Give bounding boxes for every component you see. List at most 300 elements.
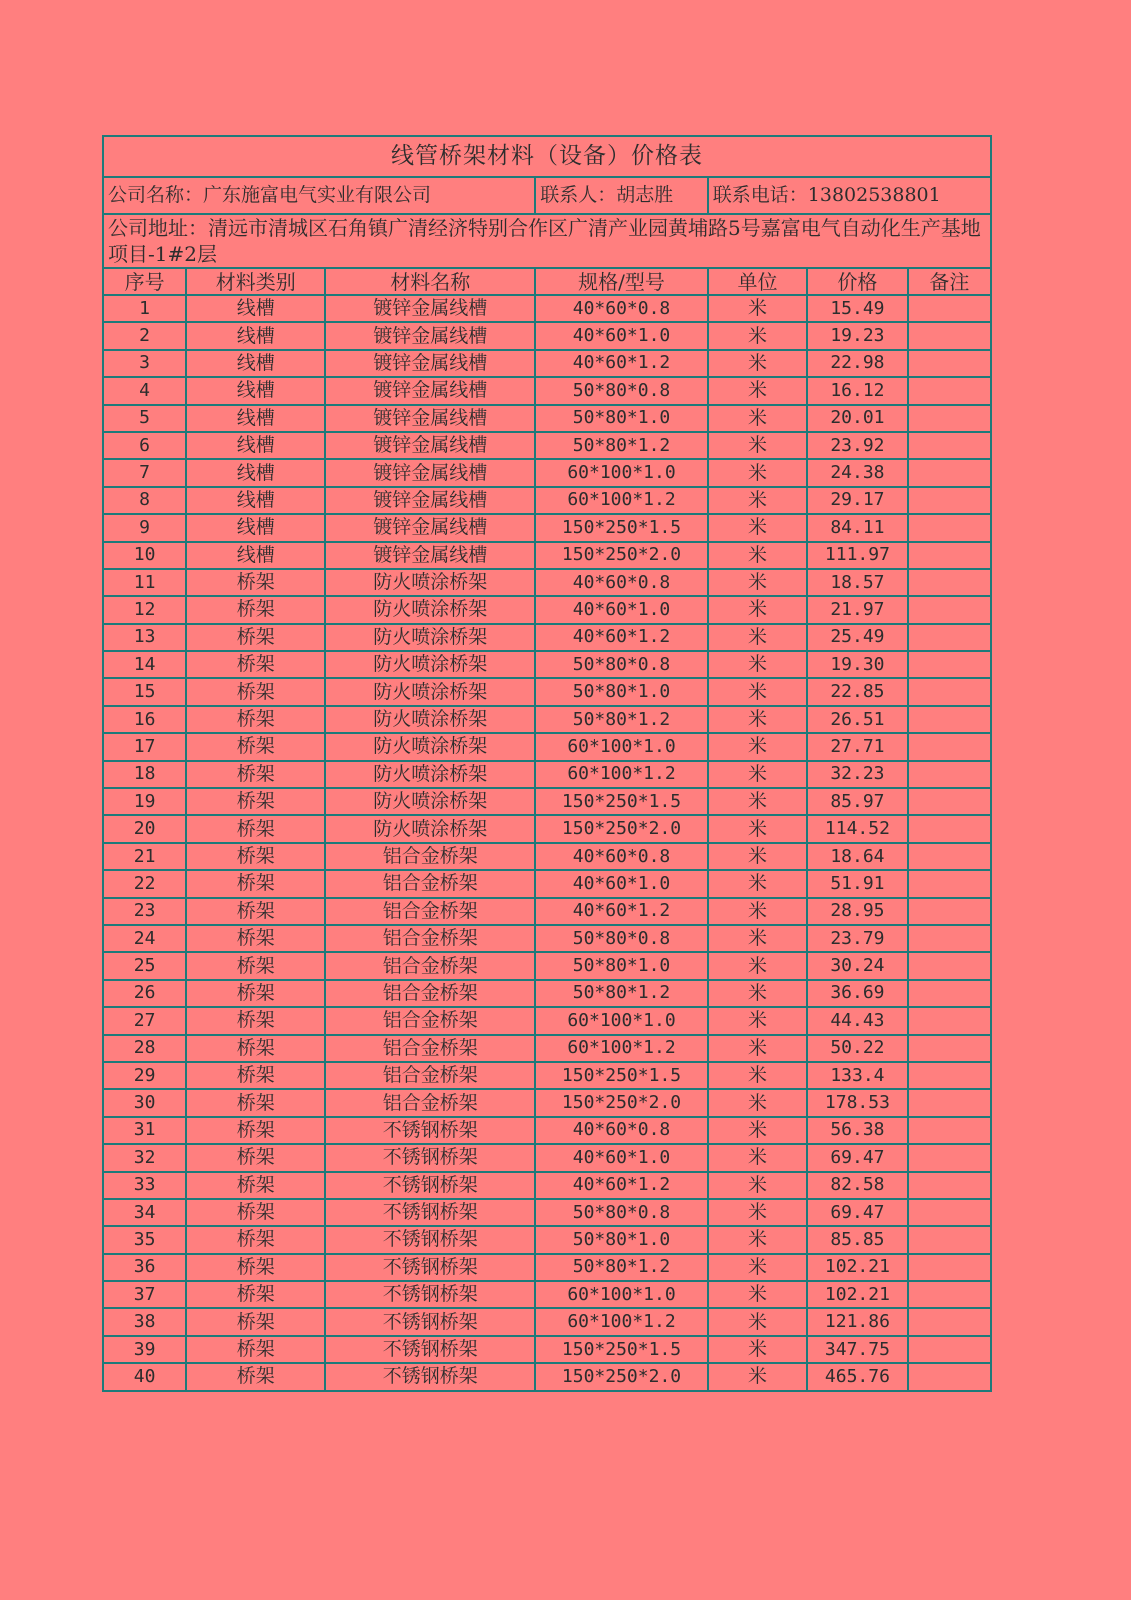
row-material: 不锈钢桥架 [325,1254,535,1281]
row-category: 桥架 [186,788,325,815]
row-category: 桥架 [186,925,325,952]
row-category: 线槽 [186,322,325,349]
row-price: 21.97 [807,596,907,623]
row-remark [908,405,991,432]
row-unit: 米 [708,952,807,979]
price-sheet [102,135,992,1392]
row-category: 桥架 [186,1117,325,1144]
row-category: 桥架 [186,843,325,870]
row-price: 26.51 [807,706,907,733]
row-remark [908,678,991,705]
row-material: 防火喷涂桥架 [325,788,535,815]
row-spec: 40*60*0.8 [535,843,708,870]
row-category: 线槽 [186,350,325,377]
table-row [103,733,991,760]
row-unit: 米 [708,1281,807,1308]
row-spec: 60*100*1.2 [535,1035,708,1062]
row-index: 1 [103,295,186,322]
row-material: 防火喷涂桥架 [325,624,535,651]
row-spec: 50*80*0.8 [535,1199,708,1226]
row-unit: 米 [708,322,807,349]
table-row [103,815,991,842]
row-unit: 米 [708,542,807,569]
row-price: 18.64 [807,843,907,870]
row-index: 23 [103,898,186,925]
row-category: 桥架 [186,569,325,596]
row-material: 镀锌金属线槽 [325,295,535,322]
row-spec: 40*60*1.2 [535,350,708,377]
row-index: 10 [103,542,186,569]
row-spec: 150*250*2.0 [535,815,708,842]
row-remark [908,1308,991,1335]
table-row [103,459,991,486]
row-remark [908,1254,991,1281]
row-material: 镀锌金属线槽 [325,514,535,541]
row-material: 不锈钢桥架 [325,1281,535,1308]
row-unit: 米 [708,487,807,514]
row-index: 22 [103,870,186,897]
row-index: 15 [103,678,186,705]
row-unit: 米 [708,1336,807,1363]
row-price: 69.47 [807,1199,907,1226]
row-price: 114.52 [807,815,907,842]
row-unit: 米 [708,1144,807,1171]
row-remark [908,651,991,678]
row-remark [908,377,991,404]
table-row [103,1172,991,1199]
row-category: 桥架 [186,1144,325,1171]
row-material: 镀锌金属线槽 [325,405,535,432]
row-index: 27 [103,1007,186,1034]
row-index: 32 [103,1144,186,1171]
row-remark [908,1144,991,1171]
row-unit: 米 [708,1089,807,1116]
row-material: 镀锌金属线槽 [325,322,535,349]
row-index: 6 [103,432,186,459]
table-row [103,1199,991,1226]
row-material: 不锈钢桥架 [325,1336,535,1363]
row-category: 桥架 [186,898,325,925]
row-price: 121.86 [807,1308,907,1335]
row-unit: 米 [708,1035,807,1062]
table-row [103,322,991,349]
col-header-unit: 单位 [708,268,807,295]
row-spec: 40*60*0.8 [535,569,708,596]
row-remark [908,1226,991,1253]
table-row [103,952,991,979]
row-spec: 60*100*1.2 [535,1308,708,1335]
contact-person: 联系人：胡志胜 [535,177,708,214]
row-material: 不锈钢桥架 [325,1117,535,1144]
row-remark [908,1007,991,1034]
row-material: 铝合金桥架 [325,870,535,897]
row-price: 347.75 [807,1336,907,1363]
row-remark [908,1117,991,1144]
row-category: 桥架 [186,980,325,1007]
row-material: 防火喷涂桥架 [325,651,535,678]
company-info-row [103,177,991,214]
row-unit: 米 [708,870,807,897]
row-remark [908,788,991,815]
row-unit: 米 [708,678,807,705]
row-remark [908,1199,991,1226]
row-price: 15.49 [807,295,907,322]
row-index: 12 [103,596,186,623]
row-category: 桥架 [186,1199,325,1226]
row-category: 桥架 [186,733,325,760]
row-category: 桥架 [186,1308,325,1335]
row-category: 桥架 [186,1254,325,1281]
col-header-material: 材料名称 [325,268,535,295]
row-unit: 米 [708,569,807,596]
row-price: 82.58 [807,1172,907,1199]
row-spec: 40*60*1.2 [535,624,708,651]
row-index: 14 [103,651,186,678]
row-price: 102.21 [807,1281,907,1308]
row-material: 铝合金桥架 [325,1062,535,1089]
row-remark [908,1363,991,1390]
company-address-row [103,214,991,268]
row-price: 102.21 [807,1254,907,1281]
row-price: 85.97 [807,788,907,815]
row-unit: 米 [708,377,807,404]
row-price: 27.71 [807,733,907,760]
row-unit: 米 [708,1254,807,1281]
row-index: 17 [103,733,186,760]
row-remark [908,980,991,1007]
row-remark [908,761,991,788]
row-material: 防火喷涂桥架 [325,678,535,705]
row-spec: 150*250*1.5 [535,788,708,815]
row-price: 19.23 [807,322,907,349]
row-category: 桥架 [186,706,325,733]
row-price: 22.85 [807,678,907,705]
table-row [103,432,991,459]
row-category: 桥架 [186,1062,325,1089]
row-unit: 米 [708,405,807,432]
table-row [103,761,991,788]
row-price: 20.01 [807,405,907,432]
row-spec: 40*60*1.0 [535,1144,708,1171]
row-price: 32.23 [807,761,907,788]
row-unit: 米 [708,459,807,486]
row-remark [908,1336,991,1363]
row-spec: 40*60*1.0 [535,596,708,623]
table-row [103,843,991,870]
row-unit: 米 [708,815,807,842]
row-remark [908,596,991,623]
row-index: 25 [103,952,186,979]
row-remark [908,514,991,541]
table-row [103,678,991,705]
row-index: 30 [103,1089,186,1116]
row-remark [908,542,991,569]
row-material: 铝合金桥架 [325,1089,535,1116]
row-index: 11 [103,569,186,596]
row-remark [908,733,991,760]
row-spec: 60*100*1.0 [535,733,708,760]
table-row [103,980,991,1007]
row-price: 28.95 [807,898,907,925]
row-spec: 40*60*1.0 [535,322,708,349]
row-price: 465.76 [807,1363,907,1390]
row-remark [908,952,991,979]
row-price: 23.79 [807,925,907,952]
row-remark [908,432,991,459]
row-spec: 60*100*1.0 [535,1007,708,1034]
row-spec: 40*60*1.2 [535,898,708,925]
row-index: 2 [103,322,186,349]
row-index: 26 [103,980,186,1007]
table-row [103,542,991,569]
row-unit: 米 [708,432,807,459]
row-category: 桥架 [186,761,325,788]
row-material: 防火喷涂桥架 [325,815,535,842]
row-unit: 米 [708,651,807,678]
row-spec: 150*250*2.0 [535,1363,708,1390]
row-price: 44.43 [807,1007,907,1034]
row-index: 28 [103,1035,186,1062]
row-unit: 米 [708,1007,807,1034]
table-row [103,1035,991,1062]
row-spec: 50*80*1.2 [535,432,708,459]
price-table [102,135,992,1392]
row-material: 镀锌金属线槽 [325,350,535,377]
row-material: 镀锌金属线槽 [325,542,535,569]
row-material: 镀锌金属线槽 [325,432,535,459]
row-spec: 50*80*0.8 [535,377,708,404]
row-category: 桥架 [186,952,325,979]
row-remark [908,1281,991,1308]
row-remark [908,815,991,842]
row-category: 桥架 [186,1172,325,1199]
col-header-index: 序号 [103,268,186,295]
row-unit: 米 [708,514,807,541]
row-remark [908,569,991,596]
row-category: 桥架 [186,1089,325,1116]
row-index: 20 [103,815,186,842]
row-remark [908,1035,991,1062]
row-category: 线槽 [186,514,325,541]
row-material: 防火喷涂桥架 [325,733,535,760]
row-unit: 米 [708,788,807,815]
row-unit: 米 [708,1226,807,1253]
col-header-remark: 备注 [908,268,991,295]
row-price: 25.49 [807,624,907,651]
row-category: 线槽 [186,432,325,459]
row-spec: 40*60*0.8 [535,1117,708,1144]
row-index: 7 [103,459,186,486]
row-spec: 40*60*1.2 [535,1172,708,1199]
row-spec: 50*80*1.0 [535,952,708,979]
row-price: 30.24 [807,952,907,979]
row-material: 镀锌金属线槽 [325,487,535,514]
row-price: 51.91 [807,870,907,897]
row-material: 防火喷涂桥架 [325,761,535,788]
row-index: 29 [103,1062,186,1089]
row-price: 16.12 [807,377,907,404]
row-index: 21 [103,843,186,870]
row-unit: 米 [708,733,807,760]
row-spec: 50*80*1.0 [535,1226,708,1253]
row-category: 桥架 [186,1226,325,1253]
row-index: 35 [103,1226,186,1253]
table-row [103,1308,991,1335]
table-row [103,1336,991,1363]
row-remark [908,843,991,870]
row-price: 178.53 [807,1089,907,1116]
row-spec: 50*80*0.8 [535,925,708,952]
table-row [103,1254,991,1281]
row-price: 84.11 [807,514,907,541]
row-spec: 150*250*2.0 [535,542,708,569]
row-material: 不锈钢桥架 [325,1226,535,1253]
row-category: 线槽 [186,459,325,486]
row-unit: 米 [708,596,807,623]
row-remark [908,925,991,952]
row-spec: 60*100*1.0 [535,459,708,486]
row-unit: 米 [708,1199,807,1226]
row-material: 不锈钢桥架 [325,1199,535,1226]
row-price: 133.4 [807,1062,907,1089]
row-index: 4 [103,377,186,404]
row-unit: 米 [708,1363,807,1390]
row-material: 防火喷涂桥架 [325,706,535,733]
row-category: 桥架 [186,1281,325,1308]
row-unit: 米 [708,295,807,322]
row-index: 24 [103,925,186,952]
row-index: 19 [103,788,186,815]
row-spec: 60*100*1.0 [535,1281,708,1308]
row-index: 38 [103,1308,186,1335]
row-unit: 米 [708,1062,807,1089]
row-spec: 150*250*1.5 [535,514,708,541]
row-price: 36.69 [807,980,907,1007]
row-material: 铝合金桥架 [325,898,535,925]
row-category: 桥架 [186,1363,325,1390]
row-category: 线槽 [186,542,325,569]
table-row [103,350,991,377]
row-unit: 米 [708,350,807,377]
row-unit: 米 [708,624,807,651]
row-price: 85.85 [807,1226,907,1253]
table-row [103,1089,991,1116]
row-remark [908,870,991,897]
row-category: 桥架 [186,1336,325,1363]
page-title: 线管桥架材料（设备）价格表 [103,136,991,177]
row-remark [908,487,991,514]
row-material: 不锈钢桥架 [325,1172,535,1199]
row-index: 37 [103,1281,186,1308]
table-row [103,1062,991,1089]
row-category: 桥架 [186,1035,325,1062]
row-unit: 米 [708,1308,807,1335]
row-price: 23.92 [807,432,907,459]
row-category: 线槽 [186,295,325,322]
table-row [103,295,991,322]
row-spec: 50*80*1.2 [535,980,708,1007]
row-material: 不锈钢桥架 [325,1363,535,1390]
row-price: 19.30 [807,651,907,678]
row-material: 铝合金桥架 [325,1007,535,1034]
row-remark [908,295,991,322]
contact-phone: 联系电话：13802538801 [708,177,991,214]
row-index: 18 [103,761,186,788]
row-spec: 40*60*1.0 [535,870,708,897]
row-material: 铝合金桥架 [325,952,535,979]
table-row [103,487,991,514]
row-remark [908,1089,991,1116]
row-price: 111.97 [807,542,907,569]
row-unit: 米 [708,898,807,925]
row-spec: 150*250*2.0 [535,1089,708,1116]
row-price: 18.57 [807,569,907,596]
row-remark [908,706,991,733]
row-index: 13 [103,624,186,651]
row-spec: 50*80*1.0 [535,405,708,432]
table-row [103,1144,991,1171]
row-spec: 50*80*1.2 [535,706,708,733]
row-material: 镀锌金属线槽 [325,377,535,404]
col-header-spec: 规格/型号 [535,268,708,295]
title-row [103,136,991,177]
row-category: 桥架 [186,596,325,623]
row-unit: 米 [708,706,807,733]
table-row [103,1281,991,1308]
row-material: 防火喷涂桥架 [325,569,535,596]
row-category: 桥架 [186,651,325,678]
table-row [103,1117,991,1144]
table-row [103,706,991,733]
row-material: 铝合金桥架 [325,980,535,1007]
row-price: 29.17 [807,487,907,514]
row-spec: 50*80*1.2 [535,1254,708,1281]
row-remark [908,350,991,377]
row-remark [908,322,991,349]
row-material: 不锈钢桥架 [325,1144,535,1171]
row-price: 24.38 [807,459,907,486]
col-header-price: 价格 [807,268,907,295]
row-category: 线槽 [186,377,325,404]
row-material: 防火喷涂桥架 [325,596,535,623]
row-index: 3 [103,350,186,377]
company-address: 公司地址：清远市清城区石角镇广清经济特别合作区广清产业园黄埔路5号嘉富电气自动化生产基地项目-1#2层 [103,214,991,268]
table-row [103,870,991,897]
row-category: 桥架 [186,1007,325,1034]
header-row [103,268,991,295]
row-category: 桥架 [186,870,325,897]
row-unit: 米 [708,980,807,1007]
row-spec: 40*60*0.8 [535,295,708,322]
row-material: 铝合金桥架 [325,843,535,870]
row-unit: 米 [708,843,807,870]
row-index: 9 [103,514,186,541]
row-material: 铝合金桥架 [325,1035,535,1062]
row-category: 桥架 [186,624,325,651]
row-remark [908,898,991,925]
row-spec: 150*250*1.5 [535,1336,708,1363]
row-index: 36 [103,1254,186,1281]
table-row [103,377,991,404]
table-row [103,1007,991,1034]
row-spec: 50*80*1.0 [535,678,708,705]
row-price: 56.38 [807,1117,907,1144]
table-row [103,898,991,925]
table-row [103,788,991,815]
company-name: 公司名称：广东施富电气实业有限公司 [103,177,535,214]
row-price: 50.22 [807,1035,907,1062]
row-remark [908,459,991,486]
